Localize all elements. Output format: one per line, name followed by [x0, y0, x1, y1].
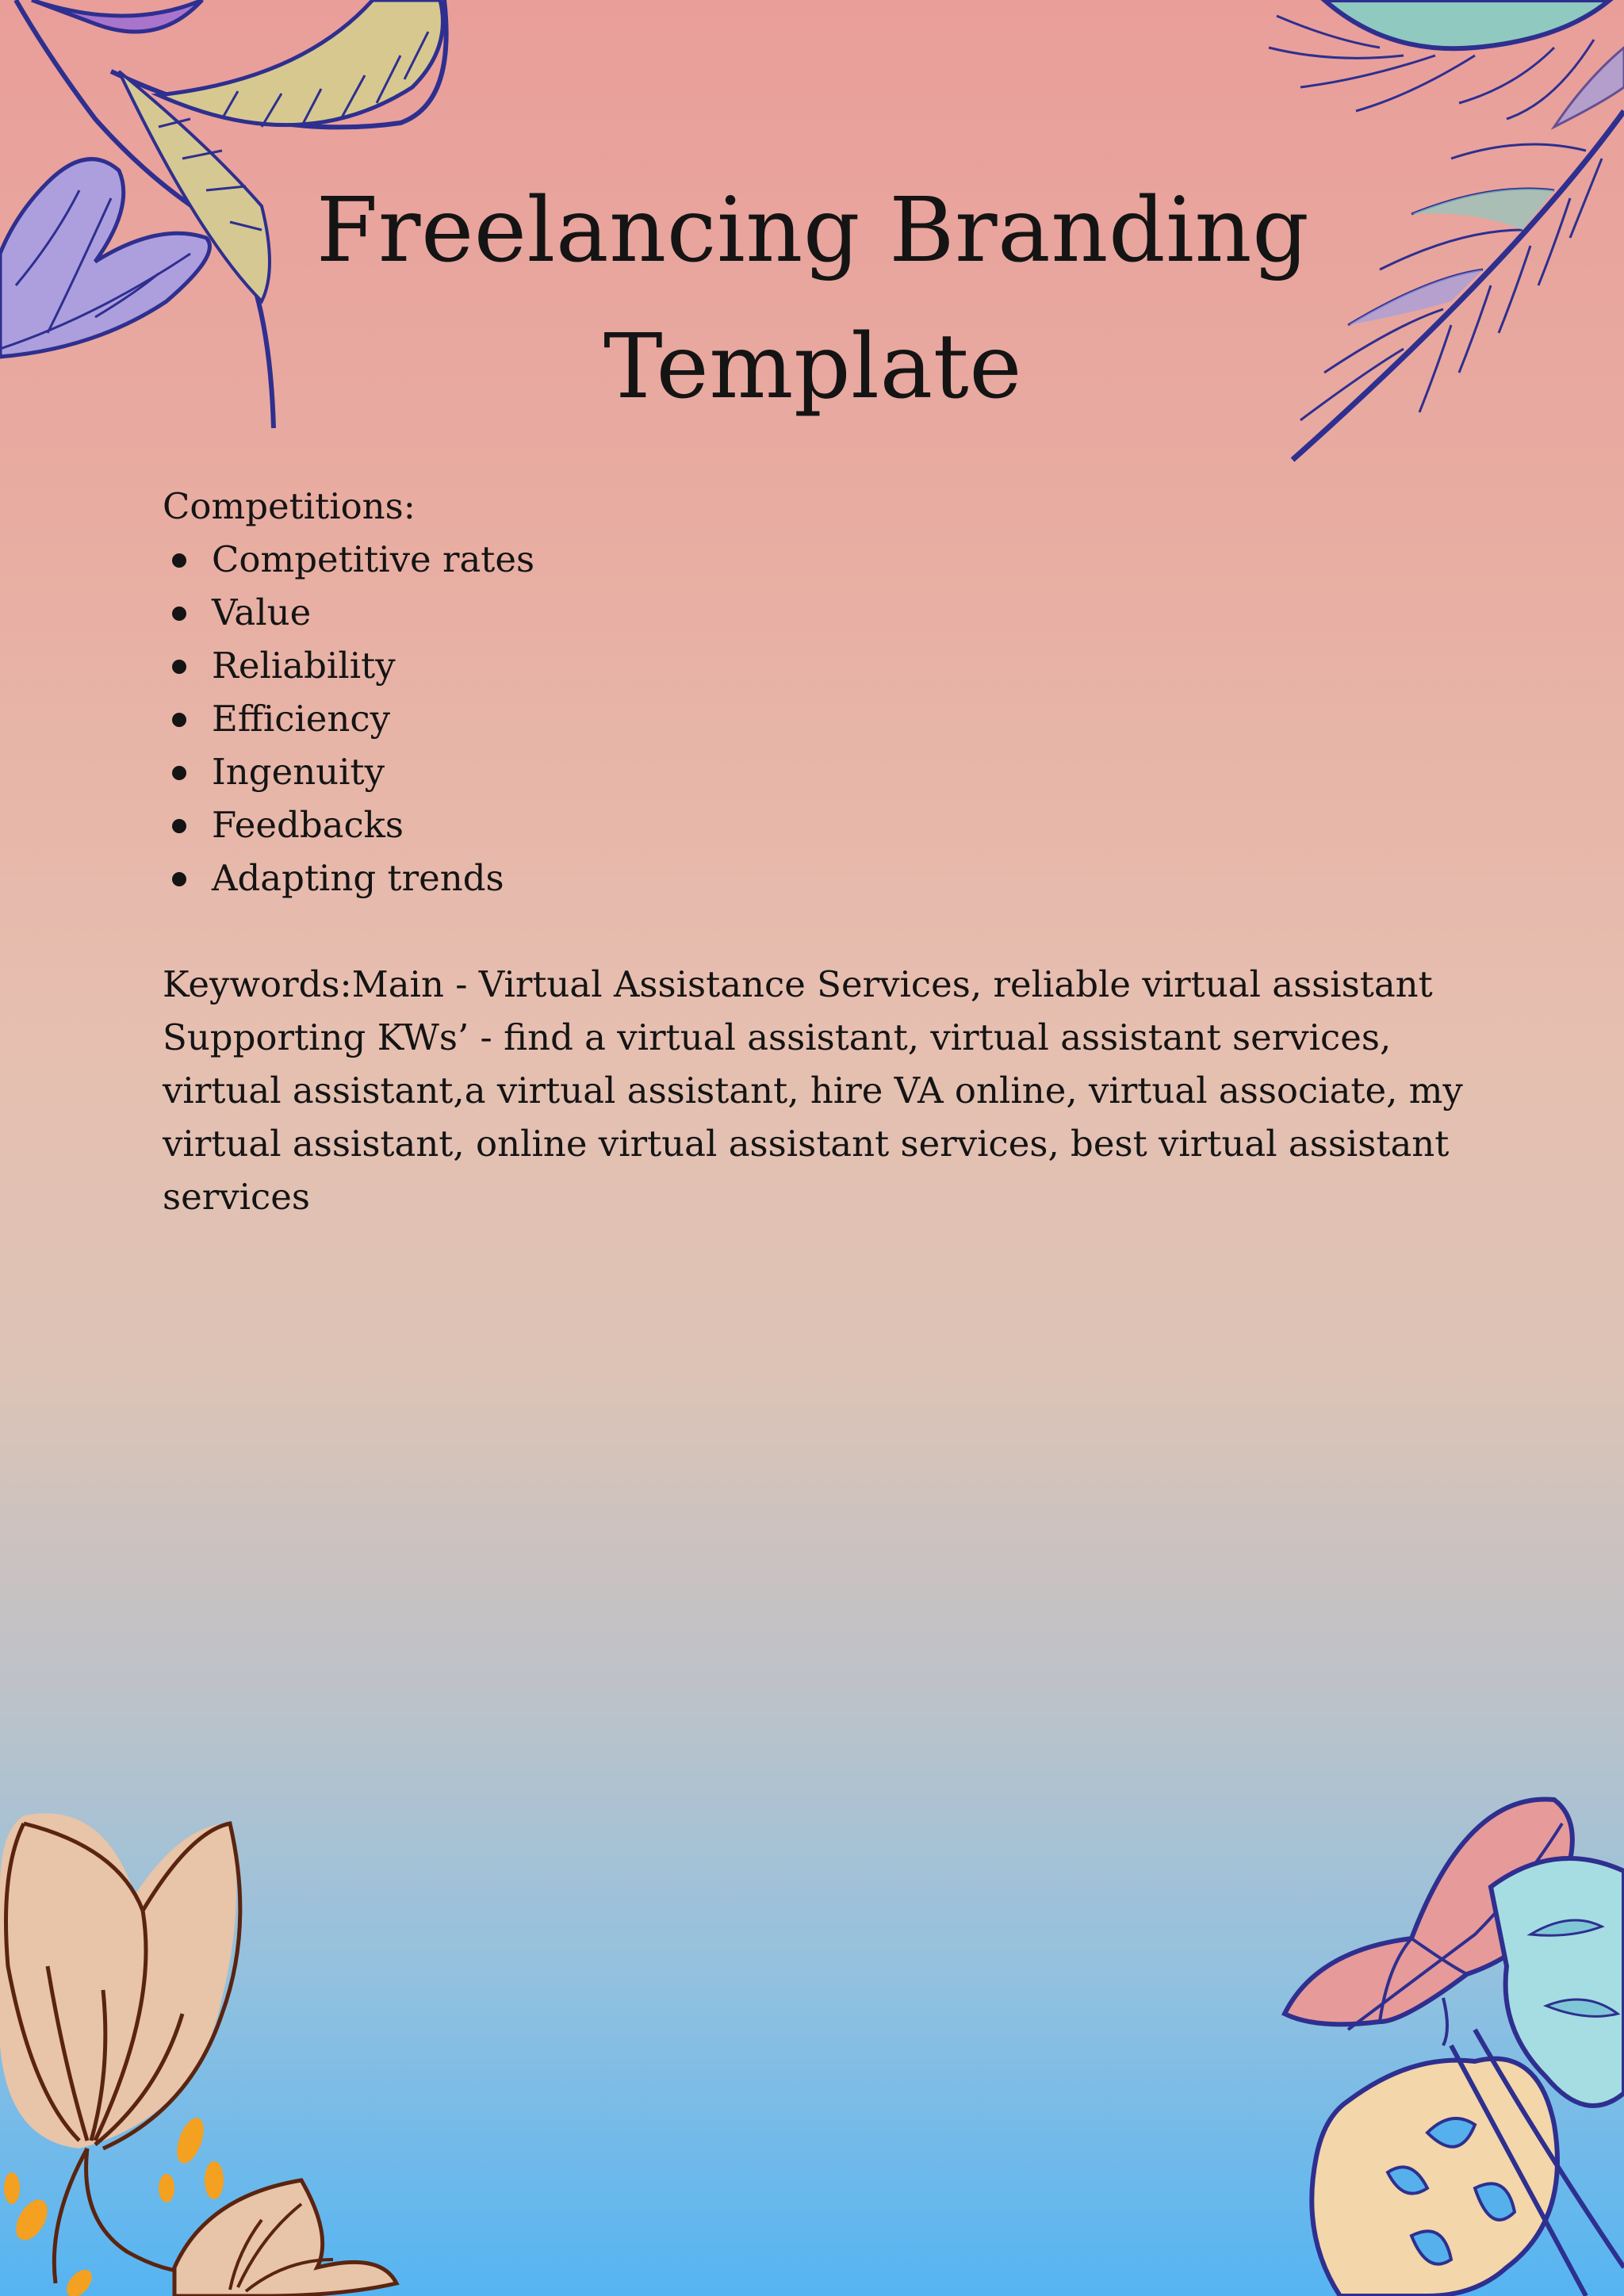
list-item: Value: [212, 586, 1463, 639]
list-item: Competitive rates: [212, 533, 1463, 586]
competitions-list: [163, 533, 1463, 905]
list-item: Ingenuity: [212, 745, 1463, 798]
page-title: Freelancing Branding Template: [316, 179, 1310, 419]
list-item: Efficiency: [212, 692, 1463, 745]
keywords-supporting: Supporting KWs’ - find a virtual assistant, virtual assistant services, virtual assistant,a virtual assistant, hire VA online, virtual associate, my virtual assistant, online virtual assistant services, best virtual assistant services: [163, 1016, 1463, 1218]
competitions-label: Competitions:: [163, 485, 416, 527]
flower-bottom-left-illustration: [0, 1808, 444, 2296]
list-item: Reliability: [212, 639, 1463, 692]
list-item: Adapting trends: [212, 851, 1463, 905]
monstera-bottom-right-illustration: [1269, 1792, 1624, 2296]
document-body: [163, 480, 1463, 1223]
keywords-section: [163, 958, 1463, 1223]
list-item: Feedbacks: [212, 798, 1463, 851]
keywords-main: Keywords:Main - Virtual Assistance Services, reliable virtual assistant: [163, 963, 1433, 1005]
